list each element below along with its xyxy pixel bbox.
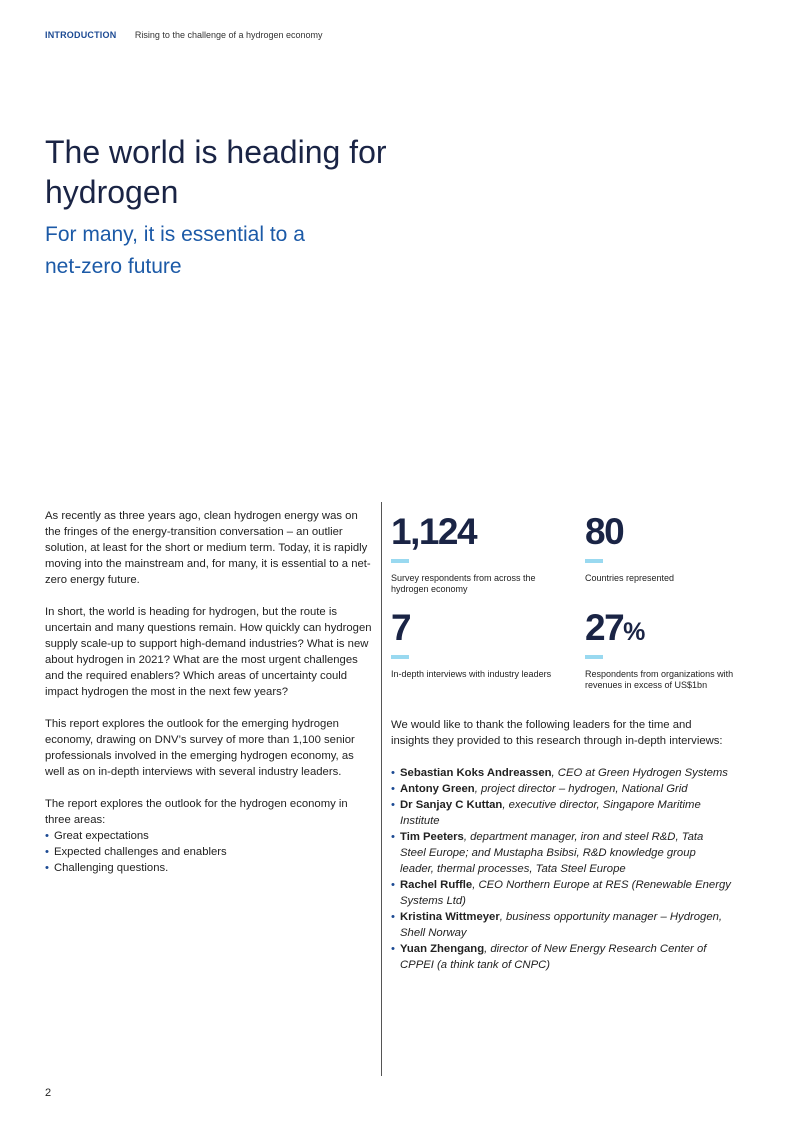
stat-countries (585, 511, 765, 584)
stat-bar (391, 655, 409, 659)
section-label: INTRODUCTION (45, 30, 117, 40)
intro-paragraph: This report explores the outlook for the emerging hydrogen economy, drawing on DNV’s survey of more than 1,100 senior professionals involved in the emerging hydrogen economy, as well as on in-depth interviews with several industry leaders. (45, 718, 355, 778)
areas-list (45, 828, 375, 876)
list-item: • Challenging questions. (45, 860, 375, 876)
page-subtitle: For many, it is essential to a net-zero future (45, 223, 305, 278)
list-item: • Dr Sanjay C Kuttan, executive director, Singapore Maritime Institute (391, 797, 731, 829)
list-item: • Rachel Ruffle, CEO Northern Europe at RES (Renewable Energy Systems Ltd) (391, 877, 731, 909)
stat-respondents (391, 511, 571, 595)
intro-paragraph: In short, the world is heading for hydrogen, but the route is uncertain and many questions remain. How quickly can hydrogen supply scale-up to support high-demand industries? What is new about hydrogen in 2021? What are the most urgent challenges and the required enablers? Which areas of uncertainty could impact hydrogen the most in the next few years? (45, 606, 372, 698)
page-number: 2 (45, 1087, 52, 1099)
stat-bar (585, 559, 603, 563)
stat-value: 27 (585, 607, 624, 648)
page-title: The world is heading for hydrogen (45, 134, 387, 210)
stat-value: 80 (585, 511, 624, 552)
stat-label: Countries represented (585, 573, 675, 583)
acknowledgements (391, 717, 731, 973)
stat-bar (585, 655, 603, 659)
list-item: • Antony Green, project director – hydrogen, National Grid (391, 781, 731, 797)
intro-paragraph: As recently as three years ago, clean hydrogen energy was on the fringes of the energy-transition conversation – an outlier solution, at least for the short or medium term. Today, it is rapidly moving into the mainstream and, for many, it is essential to a net-zero energy future. (45, 510, 371, 586)
page-header (45, 30, 323, 40)
list-item: • Tim Peeters, department manager, iron and steel R&D, Tata Steel Europe; and Mustapha Bsibsi, R&D knowledge group leader, thermal processes, Tata Steel Europe (391, 829, 731, 877)
report-title: Rising to the challenge of a hydrogen economy (134, 30, 323, 40)
stat-value: 7 (391, 607, 411, 648)
stat-interviews (391, 607, 571, 680)
leaders-list (391, 765, 731, 973)
stat-label: Respondents from organizations with revenues in excess of US$1bn (585, 669, 734, 690)
list-item: • Great expectations (45, 828, 375, 844)
stat-label: In-depth interviews with industry leaders (391, 669, 552, 679)
acknowledgements-intro: We would like to thank the following leaders for the time and insights they provided to this research through in-depth interviews: (391, 719, 723, 747)
stat-revenue: 27% Respondents from organizations with revenues in excess of US$1bn (585, 607, 765, 691)
intro-text (45, 508, 375, 876)
column-divider (381, 502, 382, 1076)
intro-paragraph: The report explores the outlook for the hydrogen economy in three areas: (45, 798, 348, 826)
list-item: • Expected challenges and enablers (45, 844, 375, 860)
list-item: • Kristina Wittmeyer, business opportunity manager – Hydrogen, Shell Norway (391, 909, 731, 941)
stat-value: 1,124 (391, 511, 477, 552)
list-item: • Yuan Zhengang, director of New Energy Research Center of CPPEI (a think tank of CNPC) (391, 941, 731, 973)
stat-bar (391, 559, 409, 563)
list-item: • Sebastian Koks Andreassen, CEO at Green Hydrogen Systems (391, 765, 731, 781)
stat-label: Survey respondents from across the hydrogen economy (391, 573, 536, 594)
